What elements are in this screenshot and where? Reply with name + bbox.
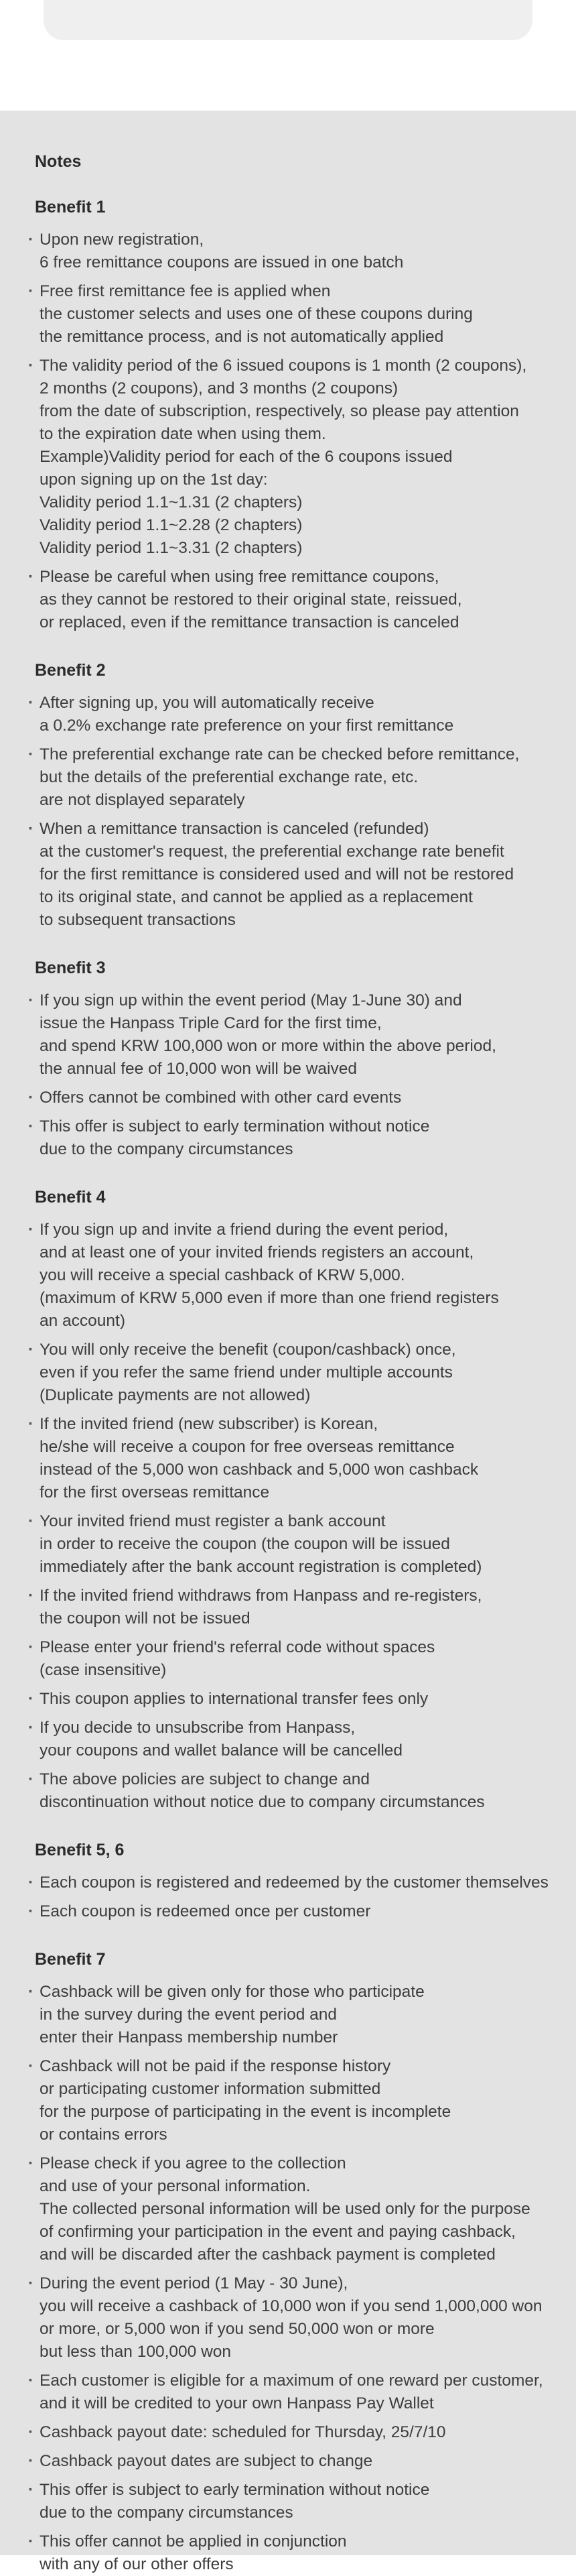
benefit-title: Benefit 5, 6: [35, 1841, 125, 1859]
benefit-section: [35, 1950, 551, 2576]
list-item: · This coupon applies to international transfer fees only: [35, 1688, 551, 1711]
benefit-section: [35, 661, 551, 932]
benefit-list: [35, 1219, 551, 1814]
top-area: [0, 0, 576, 111]
list-item: · If the invited friend (new subscriber) is Korean, he/she will receive a coupon for free overseas remittance instead of the 5,000 won cashback and 5,000 won cashback for the first overseas remittance: [35, 1413, 551, 1504]
benefit-title: Benefit 1: [35, 198, 106, 217]
list-item: · Please check if you agree to the collection and use of your personal information. The collected personal information will be used only for the purpose of confirming your participation in the event and paying cashback, and will be discarded after the cashback payment is completed: [35, 2152, 551, 2266]
list-item: · Each coupon is redeemed once per customer: [35, 1900, 551, 1923]
list-item: · This offer is subject to early termination without notice due to the company circumstances: [35, 2479, 551, 2524]
list-item: · The preferential exchange rate can be checked before remittance, but the details of the preferential exchange rate, etc. are not displayed separately: [35, 743, 551, 812]
list-item: · This offer cannot be applied in conjunction with any of our other offers: [35, 2530, 551, 2576]
list-item: · If you sign up and invite a friend during the event period, and at least one of your invited friends registers an account, you will receive a special cashback of KRW 5,000. (maximum of KRW 5,000 even if more than one friend registers an account): [35, 1219, 551, 1333]
list-item: · Your invited friend must register a bank account in order to receive the coupon (the coupon will be issued immediately after the bank account registration is completed): [35, 1510, 551, 1579]
list-item: · If you sign up within the event period (May 1-June 30) and issue the Hanpass Triple Card for the first time, and spend KRW 100,000 won or more within the above period, the annual fee of 10,000 won will be waived: [35, 989, 551, 1081]
list-item: · This offer is subject to early termination without notice due to the company circumstances: [35, 1115, 551, 1161]
content-card: [44, 0, 532, 40]
benefit-list: [35, 1981, 551, 2576]
list-item: · Please be careful when using free remittance coupons, as they cannot be restored to their original state, reissued, or replaced, even if the remittance transaction is canceled: [35, 566, 551, 634]
benefit-list: [35, 989, 551, 1161]
benefit-title: Benefit 2: [35, 661, 106, 680]
list-item: · Cashback will be given only for those who participate in the survey during the event period and enter their Hanpass membership number: [35, 1981, 551, 2049]
benefit-title: Benefit 4: [35, 1188, 106, 1207]
benefit-section: [35, 1841, 551, 1923]
notes-panel: [0, 111, 576, 2573]
benefit-list: [35, 229, 551, 634]
notes-sections: [35, 198, 551, 2576]
benefit-section: [35, 959, 551, 1161]
benefit-section: [35, 1188, 551, 1814]
list-item: · The above policies are subject to change and discontinuation without notice due to company circumstances: [35, 1768, 551, 1814]
list-item: · Each customer is eligible for a maximum of one reward per customer, and it will be credited to your own Hanpass Pay Wallet: [35, 2370, 551, 2415]
list-item: · You will only receive the benefit (coupon/cashback) once, even if you refer the same friend under multiple accounts (Duplicate payments are not allowed): [35, 1339, 551, 1407]
benefit-list: [35, 692, 551, 932]
list-item: · After signing up, you will automatically receive a 0.2% exchange rate preference on your first remittance: [35, 692, 551, 737]
list-item: · Cashback payout dates are subject to change: [35, 2450, 551, 2473]
list-item: · Please enter your friend's referral code without spaces (case insensitive): [35, 1636, 551, 1682]
notes-title: Notes: [35, 152, 82, 171]
list-item: · Each coupon is registered and redeemed by the customer themselves: [35, 1872, 551, 1894]
list-item: · Offers cannot be combined with other card events: [35, 1087, 551, 1109]
list-item: · During the event period (1 May - 30 June), you will receive a cashback of 10,000 won if you send 1,000,000 won or more, or 5,000 won if you send 50,000 won or more but less than 100,000 won: [35, 2272, 551, 2364]
list-item: · Cashback payout date: scheduled for Thursday, 25/7/10: [35, 2421, 551, 2444]
list-item: · If you decide to unsubscribe from Hanpass, your coupons and wallet balance will be cancelled: [35, 1717, 551, 1762]
list-item: · If the invited friend withdraws from Hanpass and re-registers, the coupon will not be issued: [35, 1585, 551, 1630]
list-item: · When a remittance transaction is canceled (refunded) at the customer's request, the preferential exchange rate benefit for the first remittance is considered used and will not be restored to its original state, and cannot be applied as a replacement to subsequent transactions: [35, 818, 551, 932]
list-item: · Cashback will not be paid if the response history or participating customer information submitted for the purpose of participating in the event is incomplete or contains errors: [35, 2055, 551, 2146]
list-item: · Upon new registration, 6 free remittance coupons are issued in one batch: [35, 229, 551, 274]
list-item: · Free first remittance fee is applied when the customer selects and uses one of these coupons during the remittance process, and is not automatically applied: [35, 280, 551, 349]
benefit-title: Benefit 3: [35, 959, 106, 977]
list-item: · The validity period of the 6 issued coupons is 1 month (2 coupons), 2 months (2 coupons), and 3 months (2 coupons) from the date of subscription, respectively, so please pay attention to the expiration date when using them. Example)Validity period for each of the 6 coupons issued upon signing up on the 1st day: Validity period 1.1~1.31 (2 chapters) Validity period 1.1~2.28 (2 chapters) Validity period 1.1~3.31 (2 chapters): [35, 355, 551, 560]
benefit-list: [35, 1872, 551, 1923]
benefit-section: [35, 198, 551, 634]
benefit-title: Benefit 7: [35, 1950, 106, 1969]
